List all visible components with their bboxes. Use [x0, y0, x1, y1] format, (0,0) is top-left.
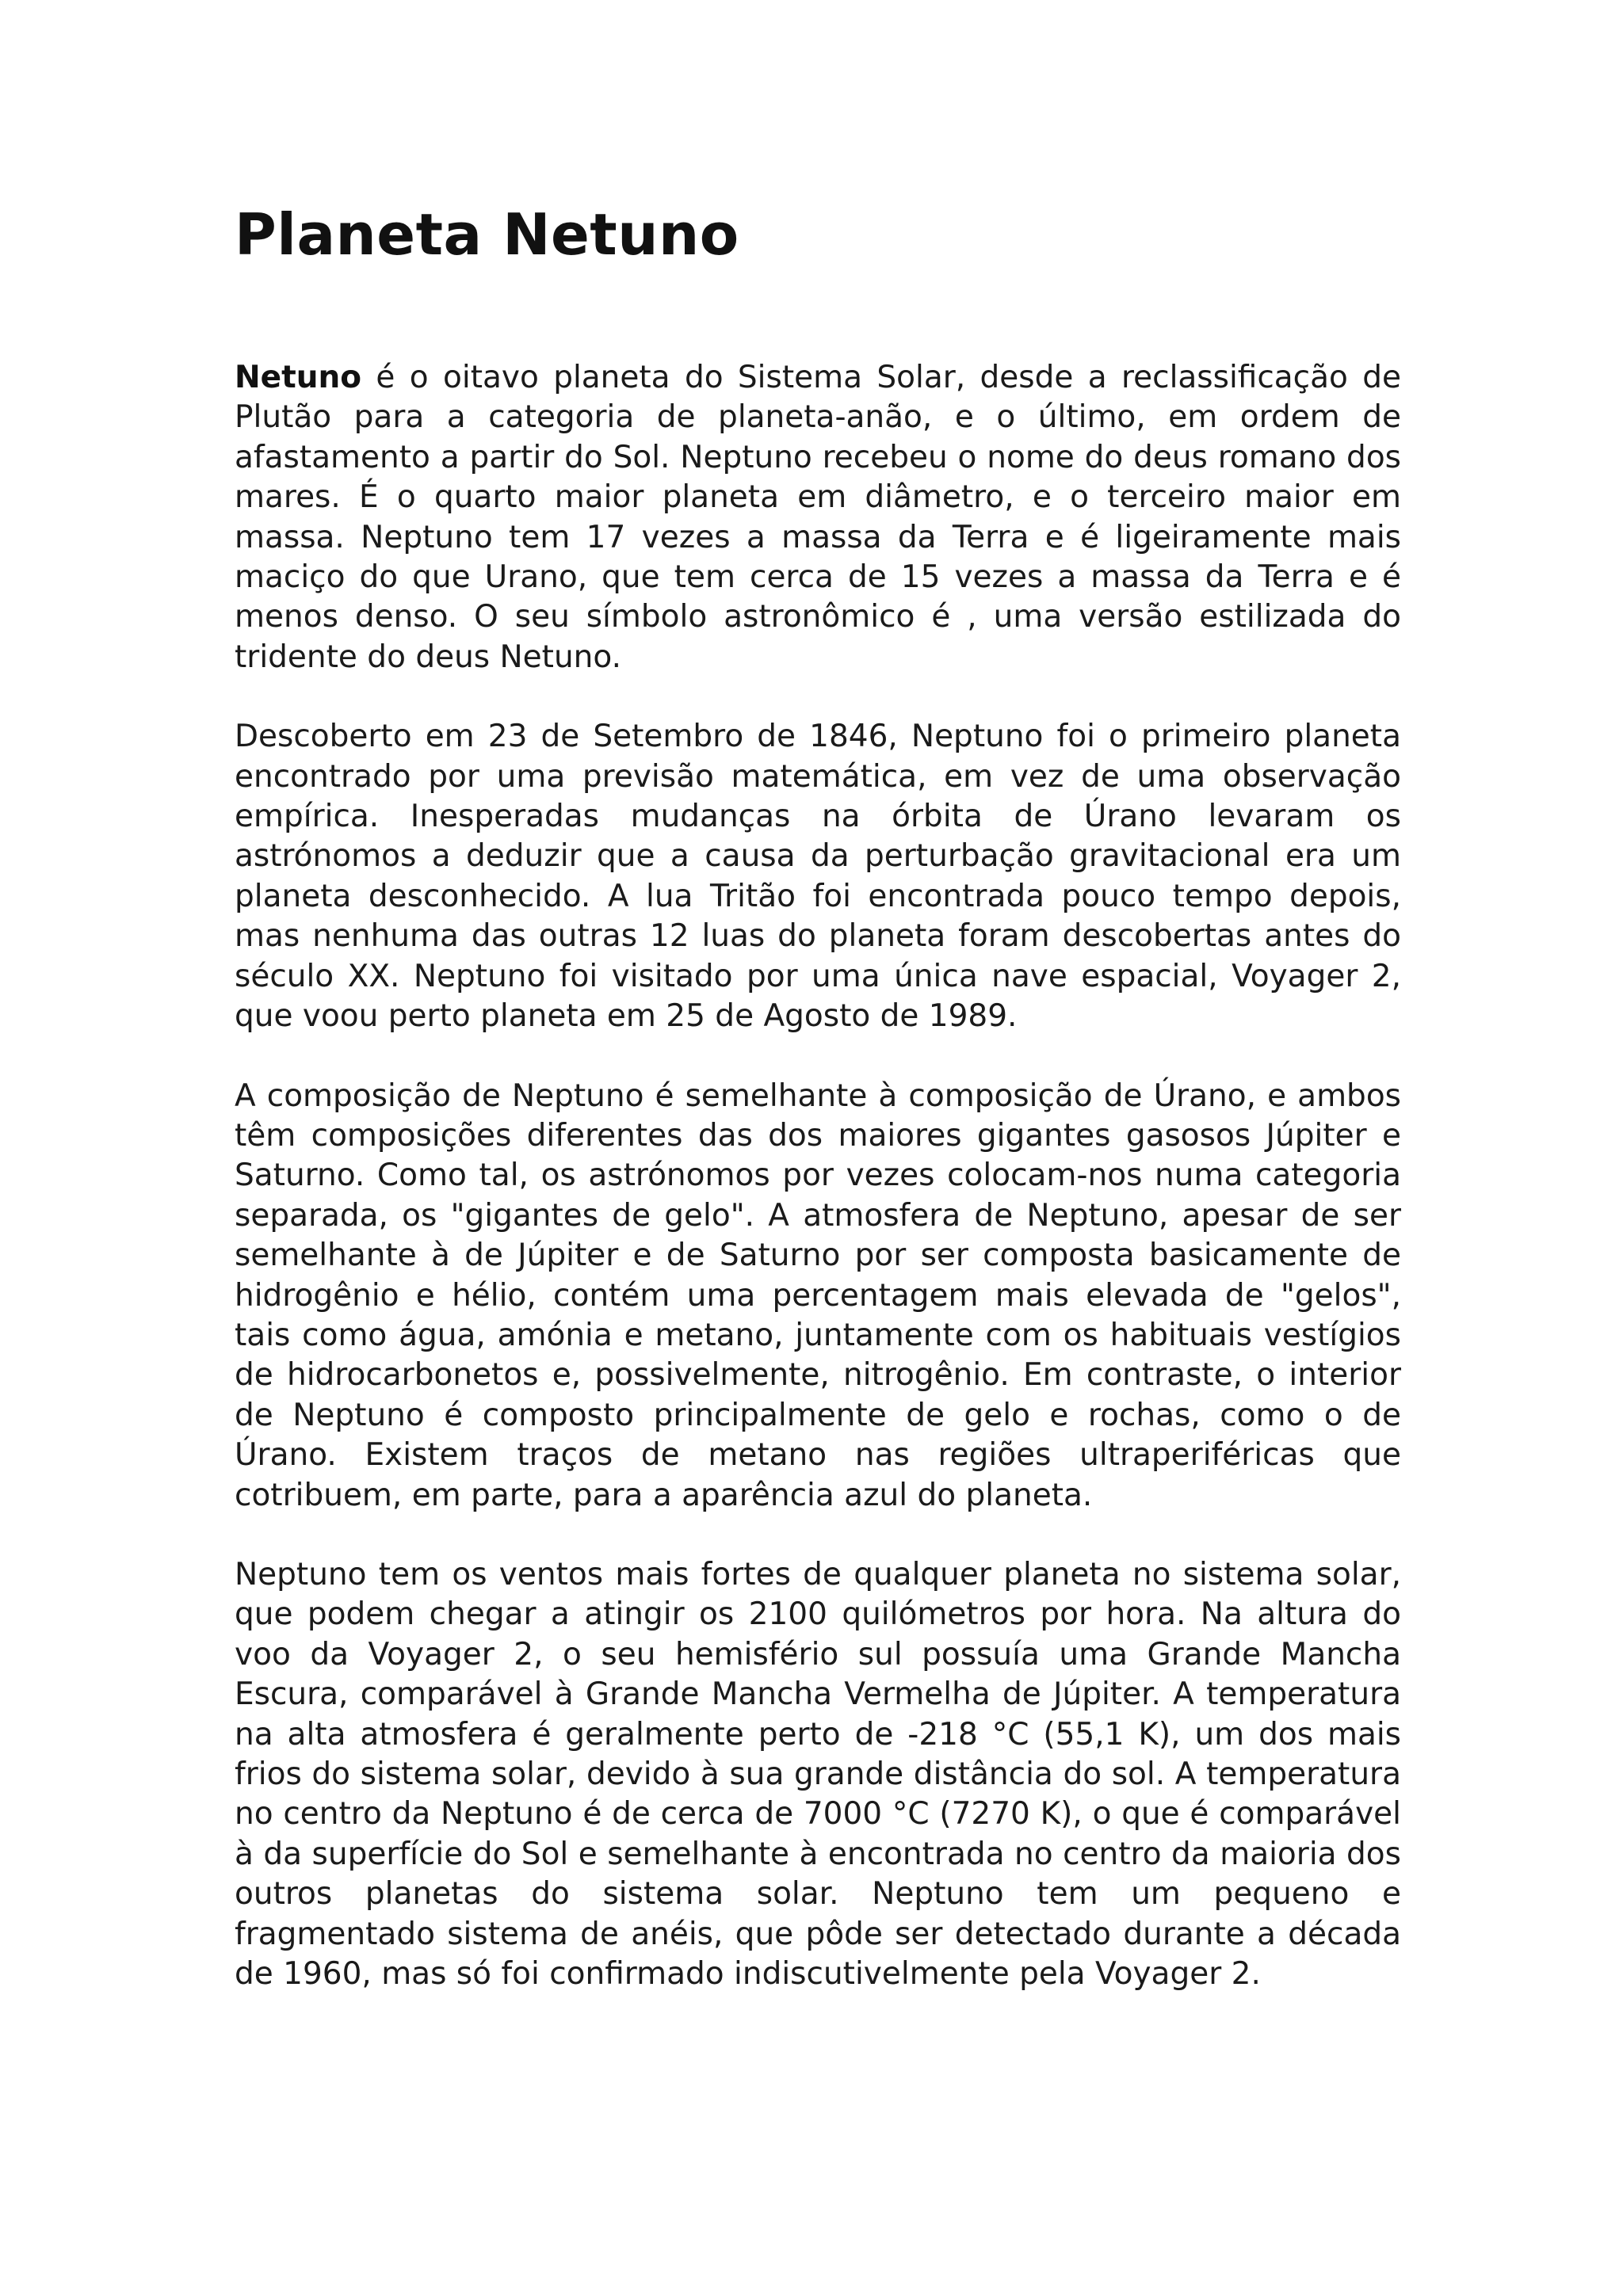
paragraph-text: é o oitavo planeta do Sistema Solar, desde a reclassificação de Plutão para a categoria de planeta-anão, e o último, em ordem de afastamento a partir do Sol. Neptuno recebeu o nome do deus romano dos mares. É o quarto maior planeta em diâmetro, e o terceiro maior em massa. Neptuno tem 17 vezes a massa da Terra e é ligeiramente mais maciço do que Urano, que tem cerca de 15 vezes a massa da Terra e é menos denso. O seu símbolo astronômico é , uma versão estilizada do tridente do deus Netuno. — [235, 360, 1401, 675]
paragraph-text: Neptuno tem os ventos mais fortes de qualquer planeta no sistema solar, que podem chegar a atingir os 2100 quilómetros por hora. Na altura do voo da Voyager 2, o seu hemisfério sul possuía uma Grande Mancha Escura, comparável à Grande Mancha Vermelha de Júpiter. A temperatura na alta atmosfera é geralmente perto de -218 °C (55,1 K), um dos mais frios do sistema solar, devido à sua grande distância do sol. A temperatura no centro da Neptuno é de cerca de 7000 °C (7270 K), o que é comparável à da superfície do Sol e semelhante à encontrada no centro da maioria dos outros planetas do sistema solar. Neptuno tem um pequeno e fragmentado sistema de anéis, que pôde ser detectado durante a década de 1960, mas só foi confirmado indiscutivelmente pela Voyager 2. — [235, 1556, 1401, 1993]
page-title: Planeta Netuno — [235, 201, 739, 268]
paragraph-lead-term: Netuno — [235, 360, 362, 395]
document-body — [235, 358, 1401, 1994]
paragraph-composition — [235, 1077, 1401, 1516]
paragraph-climate — [235, 1555, 1401, 1994]
paragraph-intro — [235, 358, 1401, 677]
document-page — [235, 196, 1401, 2034]
paragraph-text: A composição de Neptuno é semelhante à composição de Úrano, e ambos têm composições diferentes das dos maiores gigantes gasosos Júpiter e Saturno. Como tal, os astrónomos por vezes colocam-nos numa categoria separada, os "gigantes de gelo". A atmosfera de Neptuno, apesar de ser semelhante à de Júpiter e de Saturno por ser composta basicamente de hidrogênio e hélio, contém uma percentagem mais elevada de "gelos", tais como água, amónia e metano, juntamente com os habituais vestígios de hidrocarbonetos e, possivelmente, nitrogênio. Em contraste, o interior de Neptuno é composto principalmente de gelo e rochas, como o de Úrano. Existem traços de metano nas regiões ultraperiféricas que cotribuem, em parte, para a aparência azul do planeta. — [235, 1077, 1401, 1513]
paragraph-discovery — [235, 717, 1401, 1036]
paragraph-text: Descoberto em 23 de Setembro de 1846, Neptuno foi o primeiro planeta encontrado por uma previsão matemática, em vez de uma observação empírica. Inesperadas mudanças na órbita de Úrano levaram os astrónomos a deduzir que a causa da perturbação gravitacional era um planeta desconhecido. A lua Tritão foi encontrada pouco tempo depois, mas nenhuma das outras 12 luas do planeta foram descobertas antes do século XX. Neptuno foi visitado por uma única nave espacial, Voyager 2, que voou perto planeta em 25 de Agosto de 1989. — [235, 719, 1401, 1035]
